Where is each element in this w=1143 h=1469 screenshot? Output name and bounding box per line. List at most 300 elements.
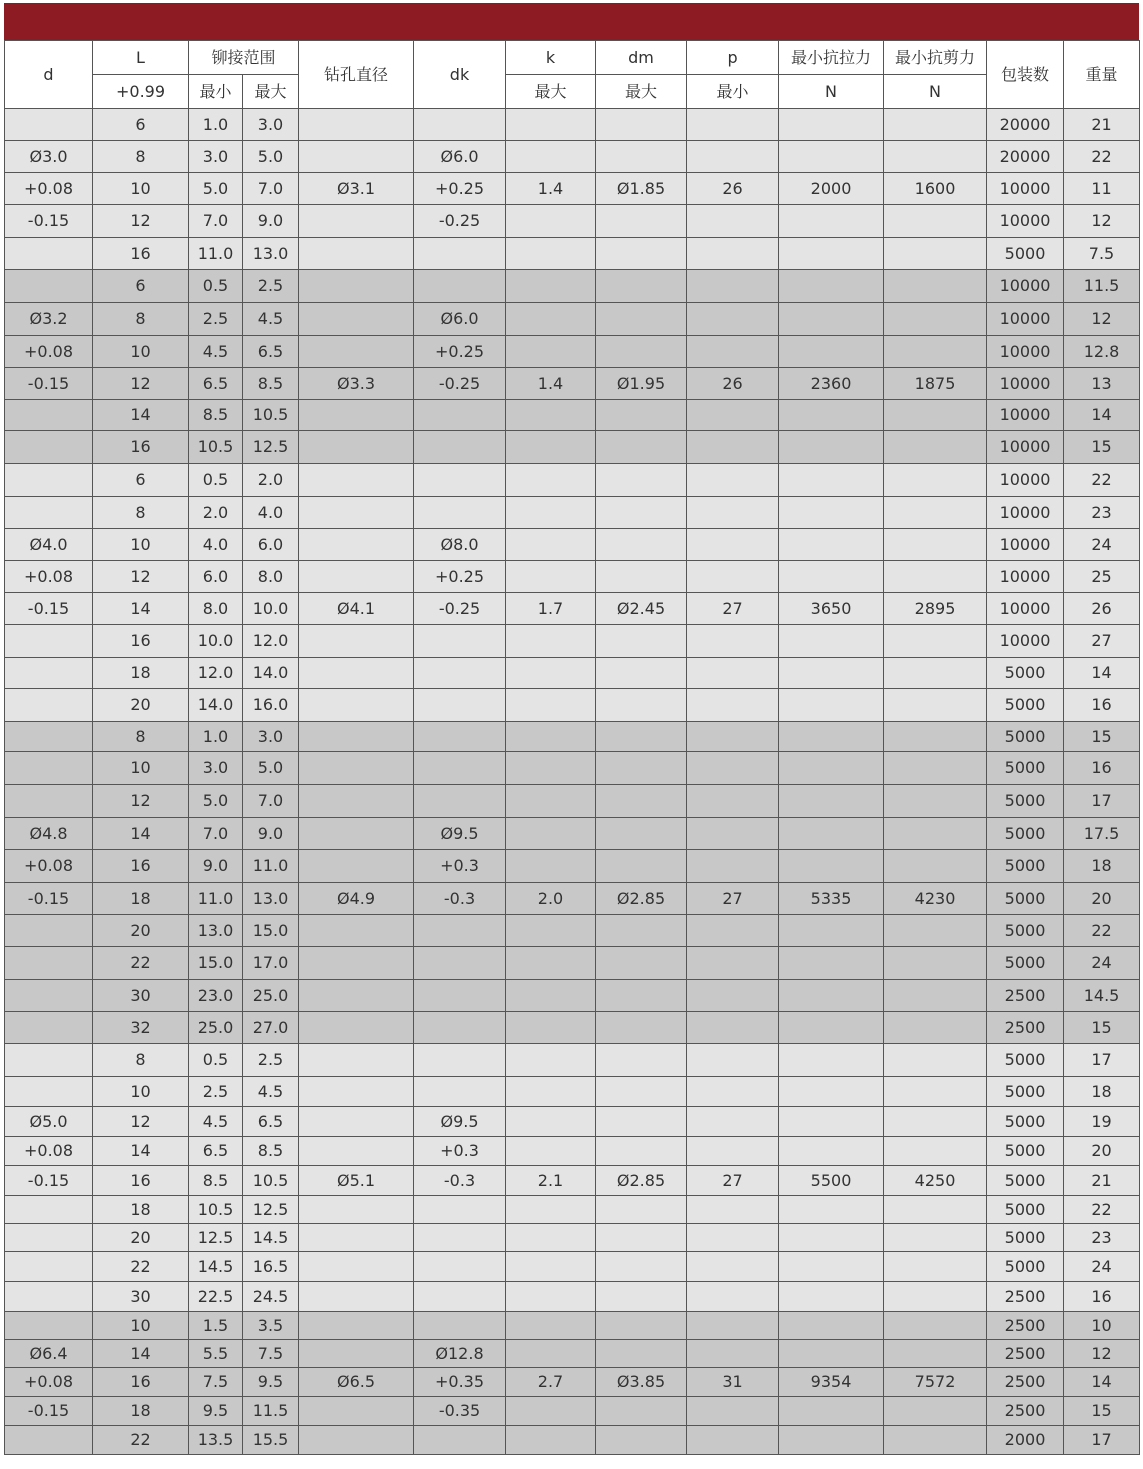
cell-dm (596, 529, 687, 561)
cell-grip-min: 4.5 (189, 1107, 243, 1137)
cell-drill-hole (299, 1044, 414, 1077)
cell-p (687, 1012, 779, 1044)
table-row (5, 109, 1140, 141)
cell-L: 8 (93, 303, 189, 336)
cell-p (687, 785, 779, 818)
cell-p (687, 561, 779, 593)
cell-tensile (779, 1224, 884, 1252)
cell-weight: 15 (1064, 431, 1140, 464)
cell-shear (884, 1282, 987, 1312)
cell-tensile (779, 1340, 884, 1368)
table-row (5, 850, 1140, 883)
cell-drill-hole (299, 497, 414, 529)
cell-p (687, 722, 779, 752)
cell-grip-min: 5.5 (189, 1340, 243, 1368)
cell-drill-hole: Ø5.1 (299, 1166, 414, 1196)
cell-grip-min: 5.0 (189, 173, 243, 205)
cell-p (687, 1137, 779, 1166)
cell-grip-min: 2.5 (189, 303, 243, 336)
cell-weight: 10 (1064, 1312, 1140, 1340)
table-row (5, 1397, 1140, 1426)
cell-d: -0.15 (5, 593, 93, 625)
cell-weight: 14.5 (1064, 980, 1140, 1012)
cell-tensile (779, 205, 884, 238)
cell-k (506, 109, 596, 141)
cell-dk (414, 1044, 506, 1077)
cell-L: 8 (93, 497, 189, 529)
cell-tensile (779, 658, 884, 689)
cell-L: 8 (93, 722, 189, 752)
cell-p: 26 (687, 173, 779, 205)
cell-L: 10 (93, 1077, 189, 1107)
cell-p: 27 (687, 593, 779, 625)
cell-L: 16 (93, 431, 189, 464)
table-row (5, 947, 1140, 980)
cell-pack-qty: 5000 (987, 1252, 1064, 1282)
table-row (5, 1282, 1140, 1312)
cell-k (506, 336, 596, 368)
cell-pack-qty: 5000 (987, 850, 1064, 883)
cell-dk (414, 1282, 506, 1312)
cell-dm (596, 625, 687, 658)
cell-drill-hole (299, 205, 414, 238)
table-row (5, 818, 1140, 850)
cell-shear (884, 1340, 987, 1368)
cell-d: -0.15 (5, 205, 93, 238)
cell-tensile (779, 1077, 884, 1107)
cell-grip-min: 0.5 (189, 270, 243, 303)
cell-shear (884, 915, 987, 947)
table-row (5, 1368, 1140, 1397)
table-row (5, 1044, 1140, 1077)
cell-dk (414, 1012, 506, 1044)
cell-weight: 14 (1064, 1368, 1140, 1397)
cell-tensile: 5500 (779, 1166, 884, 1196)
cell-tensile: 5335 (779, 883, 884, 915)
cell-shear (884, 722, 987, 752)
cell-drill-hole (299, 722, 414, 752)
cell-drill-hole (299, 1077, 414, 1107)
cell-grip-max: 4.0 (243, 497, 299, 529)
cell-dk: +0.35 (414, 1368, 506, 1397)
cell-weight: 12 (1064, 1340, 1140, 1368)
cell-dk: +0.25 (414, 336, 506, 368)
cell-tensile (779, 980, 884, 1012)
cell-p (687, 431, 779, 464)
cell-shear (884, 109, 987, 141)
cell-dk: -0.35 (414, 1397, 506, 1426)
cell-weight: 24 (1064, 529, 1140, 561)
cell-L: 16 (93, 1166, 189, 1196)
cell-dk (414, 497, 506, 529)
cell-grip-max: 13.0 (243, 238, 299, 270)
table-row (5, 1107, 1140, 1137)
cell-k (506, 400, 596, 431)
cell-k (506, 818, 596, 850)
cell-dk: -0.25 (414, 205, 506, 238)
cell-dm (596, 818, 687, 850)
cell-weight: 24 (1064, 1252, 1140, 1282)
table-row (5, 205, 1140, 238)
cell-shear (884, 270, 987, 303)
table-row (5, 593, 1140, 625)
cell-dk: +0.25 (414, 561, 506, 593)
cell-grip-max: 9.0 (243, 818, 299, 850)
cell-dm: Ø1.85 (596, 173, 687, 205)
table-row (5, 497, 1140, 529)
col-k: k (506, 41, 596, 75)
cell-grip-max: 4.5 (243, 303, 299, 336)
table-row (5, 400, 1140, 431)
cell-k (506, 752, 596, 785)
cell-L: 18 (93, 1196, 189, 1224)
cell-shear: 4230 (884, 883, 987, 915)
cell-tensile (779, 141, 884, 173)
cell-k (506, 497, 596, 529)
cell-grip-max: 15.0 (243, 915, 299, 947)
cell-L: 14 (93, 818, 189, 850)
cell-drill-hole (299, 464, 414, 497)
cell-dk (414, 722, 506, 752)
cell-d: +0.08 (5, 1368, 93, 1397)
cell-L: 16 (93, 850, 189, 883)
cell-weight: 11 (1064, 173, 1140, 205)
cell-dk (414, 1252, 506, 1282)
cell-k (506, 205, 596, 238)
cell-L: 10 (93, 752, 189, 785)
cell-pack-qty: 10000 (987, 561, 1064, 593)
cell-k (506, 689, 596, 722)
cell-dm (596, 915, 687, 947)
cell-drill-hole (299, 818, 414, 850)
table-row (5, 431, 1140, 464)
cell-dm (596, 270, 687, 303)
cell-dk: Ø6.0 (414, 141, 506, 173)
cell-pack-qty: 10000 (987, 303, 1064, 336)
cell-grip-max: 11.5 (243, 1397, 299, 1426)
cell-d (5, 1224, 93, 1252)
cell-p (687, 658, 779, 689)
cell-shear (884, 785, 987, 818)
cell-grip-max: 27.0 (243, 1012, 299, 1044)
table-row (5, 368, 1140, 400)
cell-pack-qty: 20000 (987, 141, 1064, 173)
cell-weight: 23 (1064, 497, 1140, 529)
cell-grip-min: 13.0 (189, 915, 243, 947)
cell-dk: -0.25 (414, 368, 506, 400)
cell-shear (884, 529, 987, 561)
cell-d (5, 947, 93, 980)
table-row (5, 689, 1140, 722)
cell-dk (414, 1077, 506, 1107)
cell-d (5, 1012, 93, 1044)
cell-pack-qty: 5000 (987, 1224, 1064, 1252)
cell-drill-hole (299, 1252, 414, 1282)
cell-grip-max: 3.0 (243, 109, 299, 141)
cell-shear: 7572 (884, 1368, 987, 1397)
cell-p (687, 818, 779, 850)
cell-dm: Ø3.85 (596, 1368, 687, 1397)
cell-k (506, 980, 596, 1012)
cell-shear: 4250 (884, 1166, 987, 1196)
cell-drill-hole (299, 303, 414, 336)
cell-pack-qty: 5000 (987, 689, 1064, 722)
cell-tensile (779, 109, 884, 141)
cell-k (506, 915, 596, 947)
cell-dm (596, 238, 687, 270)
cell-d: Ø4.8 (5, 818, 93, 850)
cell-dk (414, 1196, 506, 1224)
cell-L: 6 (93, 270, 189, 303)
table-row (5, 1012, 1140, 1044)
cell-pack-qty: 2000 (987, 1426, 1064, 1455)
cell-dk: +0.25 (414, 173, 506, 205)
cell-dm (596, 1252, 687, 1282)
cell-tensile (779, 270, 884, 303)
cell-grip-max: 5.0 (243, 141, 299, 173)
cell-d: Ø3.2 (5, 303, 93, 336)
cell-shear (884, 947, 987, 980)
cell-weight: 15 (1064, 722, 1140, 752)
cell-pack-qty: 2500 (987, 1340, 1064, 1368)
cell-L: 8 (93, 141, 189, 173)
cell-weight: 14 (1064, 658, 1140, 689)
cell-p: 31 (687, 1368, 779, 1397)
cell-weight: 18 (1064, 1077, 1140, 1107)
cell-pack-qty: 5000 (987, 658, 1064, 689)
cell-grip-max: 10.0 (243, 593, 299, 625)
cell-k (506, 1137, 596, 1166)
cell-p (687, 497, 779, 529)
cell-dk (414, 658, 506, 689)
cell-grip-max: 2.0 (243, 464, 299, 497)
cell-d (5, 1196, 93, 1224)
cell-L: 10 (93, 173, 189, 205)
cell-shear (884, 980, 987, 1012)
cell-tensile (779, 336, 884, 368)
cell-weight: 17 (1064, 785, 1140, 818)
cell-dm: Ø2.85 (596, 1166, 687, 1196)
cell-pack-qty: 10000 (987, 205, 1064, 238)
cell-grip-max: 8.5 (243, 368, 299, 400)
cell-L: 18 (93, 658, 189, 689)
cell-dm (596, 1397, 687, 1426)
cell-grip-min: 23.0 (189, 980, 243, 1012)
cell-grip-min: 14.5 (189, 1252, 243, 1282)
cell-dk (414, 1426, 506, 1455)
cell-drill-hole: Ø4.1 (299, 593, 414, 625)
cell-dm (596, 141, 687, 173)
col-dm: dm (596, 41, 687, 75)
cell-weight: 23 (1064, 1224, 1140, 1252)
cell-dm (596, 561, 687, 593)
cell-grip-min: 11.0 (189, 883, 243, 915)
cell-shear (884, 1107, 987, 1137)
cell-tensile (779, 947, 884, 980)
cell-grip-min: 15.0 (189, 947, 243, 980)
cell-grip-min: 11.0 (189, 238, 243, 270)
cell-dm (596, 400, 687, 431)
table-row (5, 1312, 1140, 1340)
cell-pack-qty: 10000 (987, 464, 1064, 497)
cell-grip-max: 6.5 (243, 1107, 299, 1137)
cell-shear (884, 400, 987, 431)
cell-drill-hole (299, 1282, 414, 1312)
cell-tensile (779, 1397, 884, 1426)
col-shear-unit: N (884, 75, 987, 109)
cell-shear (884, 1196, 987, 1224)
cell-grip-min: 10.0 (189, 625, 243, 658)
table-row (5, 915, 1140, 947)
cell-L: 14 (93, 1137, 189, 1166)
cell-dk: +0.3 (414, 1137, 506, 1166)
cell-p (687, 303, 779, 336)
cell-tensile (779, 464, 884, 497)
cell-d: Ø6.4 (5, 1340, 93, 1368)
cell-drill-hole: Ø4.9 (299, 883, 414, 915)
table-row (5, 1224, 1140, 1252)
cell-d (5, 1426, 93, 1455)
cell-dk (414, 752, 506, 785)
cell-grip-min: 2.5 (189, 1077, 243, 1107)
cell-grip-max: 3.5 (243, 1312, 299, 1340)
cell-grip-max: 10.5 (243, 400, 299, 431)
cell-dk: -0.3 (414, 1166, 506, 1196)
cell-grip-max: 24.5 (243, 1282, 299, 1312)
cell-dm (596, 980, 687, 1012)
table-row (5, 1077, 1140, 1107)
cell-dk: Ø9.5 (414, 818, 506, 850)
cell-grip-min: 7.0 (189, 818, 243, 850)
cell-grip-min: 2.0 (189, 497, 243, 529)
cell-tensile (779, 1252, 884, 1282)
cell-drill-hole (299, 529, 414, 561)
cell-grip-max: 12.5 (243, 1196, 299, 1224)
cell-grip-min: 7.0 (189, 205, 243, 238)
cell-grip-min: 6.5 (189, 1137, 243, 1166)
table-row (5, 1196, 1140, 1224)
table-row (5, 303, 1140, 336)
cell-L: 22 (93, 947, 189, 980)
cell-k (506, 238, 596, 270)
cell-L: 10 (93, 529, 189, 561)
cell-shear (884, 1137, 987, 1166)
cell-L: 20 (93, 915, 189, 947)
cell-pack-qty: 10000 (987, 497, 1064, 529)
cell-p (687, 1196, 779, 1224)
cell-tensile (779, 1137, 884, 1166)
cell-grip-min: 12.0 (189, 658, 243, 689)
cell-drill-hole: Ø6.5 (299, 1368, 414, 1397)
cell-grip-max: 14.0 (243, 658, 299, 689)
cell-p (687, 1312, 779, 1340)
cell-dm (596, 1312, 687, 1340)
cell-dm (596, 109, 687, 141)
cell-p (687, 141, 779, 173)
cell-weight: 17 (1064, 1426, 1140, 1455)
cell-d (5, 1252, 93, 1282)
cell-tensile (779, 818, 884, 850)
cell-dm (596, 497, 687, 529)
cell-L: 10 (93, 1312, 189, 1340)
cell-grip-max: 3.0 (243, 722, 299, 752)
cell-dk (414, 238, 506, 270)
cell-grip-max: 12.0 (243, 625, 299, 658)
cell-grip-max: 8.0 (243, 561, 299, 593)
cell-grip-min: 3.0 (189, 141, 243, 173)
cell-shear (884, 689, 987, 722)
cell-p: 27 (687, 1166, 779, 1196)
cell-grip-max: 15.5 (243, 1426, 299, 1455)
cell-grip-min: 8.5 (189, 1166, 243, 1196)
cell-shear (884, 658, 987, 689)
cell-L: 16 (93, 1368, 189, 1397)
cell-k (506, 1224, 596, 1252)
cell-tensile (779, 238, 884, 270)
cell-shear (884, 238, 987, 270)
cell-dm (596, 1340, 687, 1368)
cell-tensile: 2000 (779, 173, 884, 205)
cell-d (5, 1044, 93, 1077)
cell-shear: 2895 (884, 593, 987, 625)
cell-drill-hole (299, 270, 414, 303)
col-dk: dk (414, 41, 506, 109)
cell-dm (596, 1077, 687, 1107)
table-row (5, 1426, 1140, 1455)
cell-shear (884, 336, 987, 368)
cell-shear (884, 1312, 987, 1340)
cell-dm (596, 303, 687, 336)
cell-weight: 22 (1064, 141, 1140, 173)
cell-L: 18 (93, 883, 189, 915)
table-row (5, 1166, 1140, 1196)
cell-drill-hole (299, 980, 414, 1012)
cell-pack-qty: 2500 (987, 1282, 1064, 1312)
cell-drill-hole (299, 1012, 414, 1044)
cell-weight: 26 (1064, 593, 1140, 625)
cell-L: 30 (93, 1282, 189, 1312)
col-grip-min: 最小 (189, 75, 243, 109)
cell-d (5, 1077, 93, 1107)
cell-grip-max: 7.0 (243, 173, 299, 205)
cell-dm (596, 1012, 687, 1044)
cell-grip-max: 17.0 (243, 947, 299, 980)
cell-tensile: 2360 (779, 368, 884, 400)
cell-grip-min: 3.0 (189, 752, 243, 785)
cell-pack-qty: 5000 (987, 722, 1064, 752)
cell-shear (884, 1077, 987, 1107)
cell-p (687, 1426, 779, 1455)
cell-k (506, 1397, 596, 1426)
cell-grip-max: 8.5 (243, 1137, 299, 1166)
cell-grip-max: 2.5 (243, 1044, 299, 1077)
col-k-max: 最大 (506, 75, 596, 109)
cell-d (5, 658, 93, 689)
cell-p (687, 1107, 779, 1137)
col-tensile-unit: N (779, 75, 884, 109)
cell-dk (414, 1312, 506, 1340)
cell-d (5, 785, 93, 818)
cell-grip-max: 9.5 (243, 1368, 299, 1397)
cell-d (5, 722, 93, 752)
col-drill-hole: 钻孔直径 (299, 41, 414, 109)
cell-p (687, 1397, 779, 1426)
cell-grip-min: 6.5 (189, 368, 243, 400)
cell-tensile (779, 850, 884, 883)
cell-grip-max: 10.5 (243, 1166, 299, 1196)
cell-drill-hole: Ø3.1 (299, 173, 414, 205)
cell-weight: 15 (1064, 1012, 1140, 1044)
